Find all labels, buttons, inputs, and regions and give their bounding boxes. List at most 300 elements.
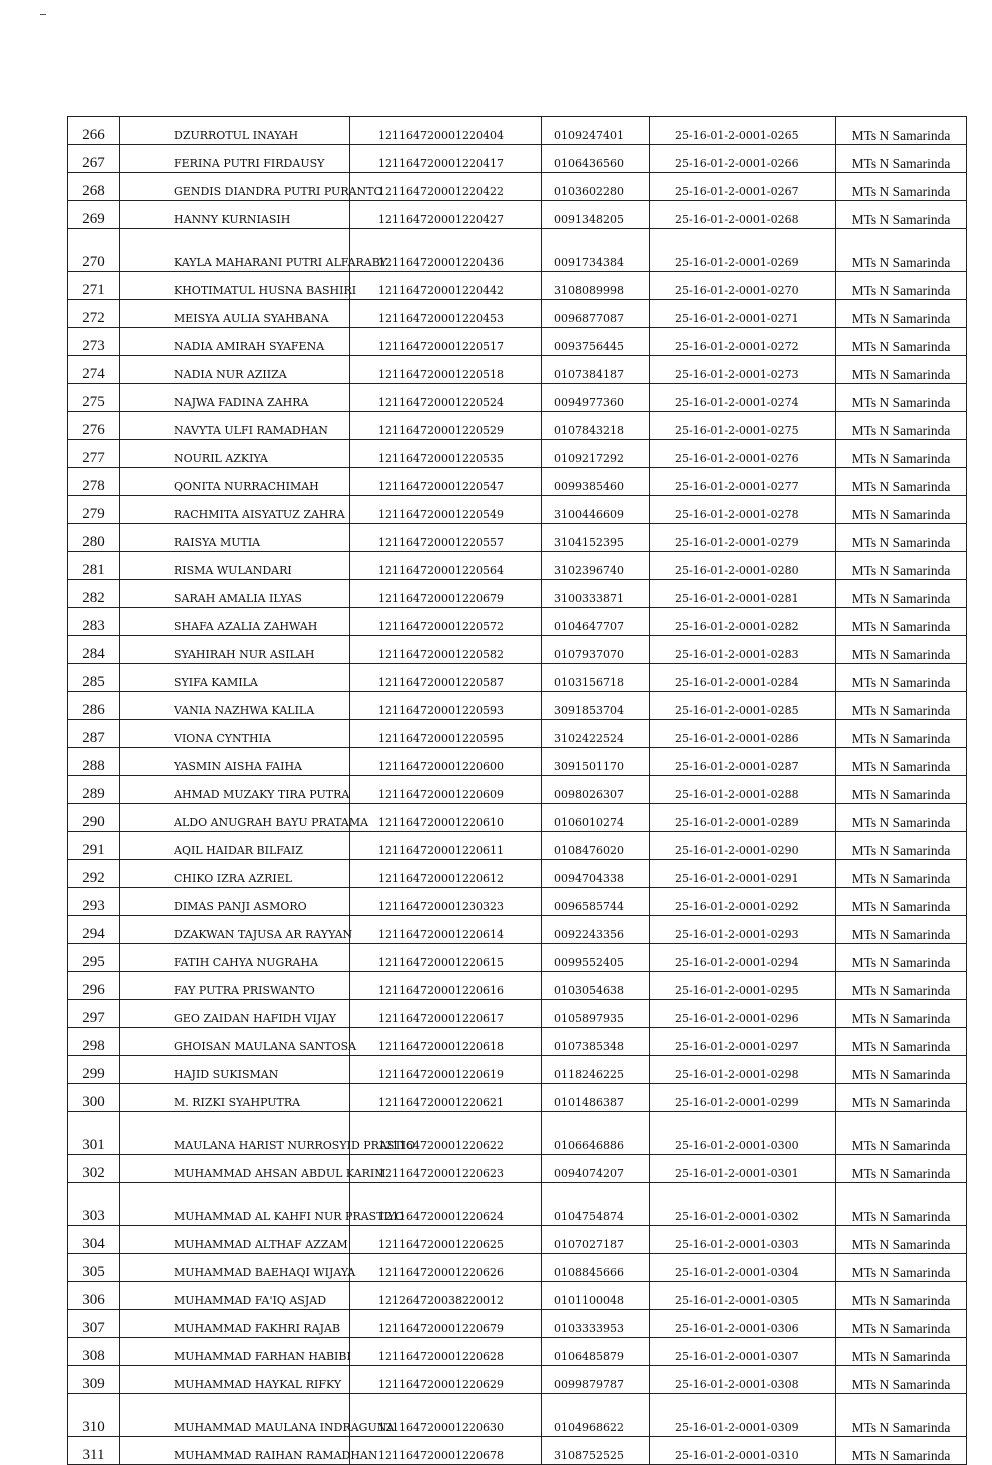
row-number: 291 (68, 832, 120, 860)
table-body (68, 117, 967, 1465)
row-number: 267 (68, 145, 120, 173)
nisn-number: 0107384187 (542, 356, 650, 384)
nisn-number: 3100446609 (542, 496, 650, 524)
nisn-number: 0101100048 (542, 1282, 650, 1310)
student-name: FERINA PUTRI FIRDAUSY (120, 145, 350, 173)
registration-code: 25-16-01-2-0001-0279 (650, 524, 836, 552)
school-name: MTs N Samarinda (836, 1310, 967, 1338)
student-name: FATIH CAHYA NUGRAHA (120, 944, 350, 972)
student-id-number: 121164720001220518 (350, 356, 542, 384)
student-name: MUHAMMAD MAULANA INDRAGUNA (120, 1394, 350, 1437)
student-id-number: 121164720001220436 (350, 229, 542, 272)
student-id-number: 121164720001220626 (350, 1254, 542, 1282)
registration-code: 25-16-01-2-0001-0304 (650, 1254, 836, 1282)
nisn-number: 0107027187 (542, 1226, 650, 1254)
row-number: 272 (68, 300, 120, 328)
nisn-number: 0106436560 (542, 145, 650, 173)
student-name: YASMIN AISHA FAIHA (120, 748, 350, 776)
school-name: MTs N Samarinda (836, 1084, 967, 1112)
table-row (68, 664, 967, 692)
school-name: MTs N Samarinda (836, 832, 967, 860)
student-name: MEISYA AULIA SYAHBANA (120, 300, 350, 328)
student-id-number: 121164720001220616 (350, 972, 542, 1000)
nisn-number: 0106485879 (542, 1338, 650, 1366)
student-name: FAY PUTRA PRISWANTO (120, 972, 350, 1000)
student-id-number: 121164720001220422 (350, 173, 542, 201)
student-name: GHOISAN MAULANA SANTOSA (120, 1028, 350, 1056)
table-row (68, 1112, 967, 1155)
student-id-number: 121164720001220614 (350, 916, 542, 944)
registration-code: 25-16-01-2-0001-0306 (650, 1310, 836, 1338)
school-name: MTs N Samarinda (836, 580, 967, 608)
table-row (68, 145, 967, 173)
registration-code: 25-16-01-2-0001-0291 (650, 860, 836, 888)
row-number: 281 (68, 552, 120, 580)
table-row (68, 608, 967, 636)
student-id-number: 121164720001220572 (350, 608, 542, 636)
student-name: MUHAMMAD AL KAHFI NUR PRASTIYO (120, 1183, 350, 1226)
nisn-number: 0104647707 (542, 608, 650, 636)
row-number: 305 (68, 1254, 120, 1282)
school-name: MTs N Samarinda (836, 412, 967, 440)
nisn-number: 0106010274 (542, 804, 650, 832)
school-name: MTs N Samarinda (836, 1254, 967, 1282)
nisn-number: 0118246225 (542, 1056, 650, 1084)
registration-code: 25-16-01-2-0001-0271 (650, 300, 836, 328)
nisn-number: 0103156718 (542, 664, 650, 692)
row-number: 285 (68, 664, 120, 692)
nisn-number: 0103333953 (542, 1310, 650, 1338)
table-row (68, 580, 967, 608)
student-name: RAISYA MUTIA (120, 524, 350, 552)
student-name: MUHAMMAD ALTHAF AZZAM (120, 1226, 350, 1254)
school-name: MTs N Samarinda (836, 300, 967, 328)
registration-code: 25-16-01-2-0001-0278 (650, 496, 836, 524)
school-name: MTs N Samarinda (836, 1394, 967, 1437)
student-name: VANIA NAZHWA KALILA (120, 692, 350, 720)
nisn-number: 0109217292 (542, 440, 650, 468)
table-row (68, 1366, 967, 1394)
row-number: 273 (68, 328, 120, 356)
row-number: 296 (68, 972, 120, 1000)
registration-code: 25-16-01-2-0001-0277 (650, 468, 836, 496)
table-row (68, 804, 967, 832)
registration-code: 25-16-01-2-0001-0280 (650, 552, 836, 580)
table-row (68, 272, 967, 300)
student-name: DZURROTUL INAYAH (120, 117, 350, 145)
row-number: 286 (68, 692, 120, 720)
registration-code: 25-16-01-2-0001-0296 (650, 1000, 836, 1028)
student-name: GENDIS DIANDRA PUTRI PURANTO (120, 173, 350, 201)
student-name: NAJWA FADINA ZAHRA (120, 384, 350, 412)
row-number: 268 (68, 173, 120, 201)
student-name: ALDO ANUGRAH BAYU PRATAMA (120, 804, 350, 832)
student-name: MUHAMMAD RAIHAN RAMADHAN (120, 1437, 350, 1465)
registration-code: 25-16-01-2-0001-0305 (650, 1282, 836, 1310)
row-number: 289 (68, 776, 120, 804)
school-name: MTs N Samarinda (836, 1000, 967, 1028)
student-name: RISMA WULANDARI (120, 552, 350, 580)
registration-code: 25-16-01-2-0001-0268 (650, 201, 836, 229)
school-name: MTs N Samarinda (836, 496, 967, 524)
student-id-number: 121164720001220417 (350, 145, 542, 173)
nisn-number: 0103602280 (542, 173, 650, 201)
nisn-number: 3091853704 (542, 692, 650, 720)
nisn-number: 0109247401 (542, 117, 650, 145)
school-name: MTs N Samarinda (836, 1366, 967, 1394)
registration-code: 25-16-01-2-0001-0297 (650, 1028, 836, 1056)
registration-code: 25-16-01-2-0001-0289 (650, 804, 836, 832)
registration-code: 25-16-01-2-0001-0284 (650, 664, 836, 692)
student-id-number: 121164720001220618 (350, 1028, 542, 1056)
scan-mark (40, 14, 46, 15)
registration-code: 25-16-01-2-0001-0276 (650, 440, 836, 468)
row-number: 304 (68, 1226, 120, 1254)
student-name: MUHAMMAD BAEHAQI WIJAYA (120, 1254, 350, 1282)
row-number: 293 (68, 888, 120, 916)
student-id-number: 121164720001220628 (350, 1338, 542, 1366)
table-row (68, 1310, 967, 1338)
school-name: MTs N Samarinda (836, 272, 967, 300)
nisn-number: 0107843218 (542, 412, 650, 440)
student-id-number: 121164720001220600 (350, 748, 542, 776)
row-number: 294 (68, 916, 120, 944)
row-number: 269 (68, 201, 120, 229)
table-row (68, 972, 967, 1000)
row-number: 300 (68, 1084, 120, 1112)
school-name: MTs N Samarinda (836, 552, 967, 580)
student-id-number: 121164720001220517 (350, 328, 542, 356)
registration-code: 25-16-01-2-0001-0294 (650, 944, 836, 972)
school-name: MTs N Samarinda (836, 776, 967, 804)
registration-code: 25-16-01-2-0001-0302 (650, 1183, 836, 1226)
student-name: NAVYTA ULFI RAMADHAN (120, 412, 350, 440)
student-name: MAULANA HARIST NURROSYID PRASTIO (120, 1112, 350, 1155)
registration-code: 25-16-01-2-0001-0293 (650, 916, 836, 944)
table-row (68, 1338, 967, 1366)
school-name: MTs N Samarinda (836, 720, 967, 748)
table-row (68, 776, 967, 804)
row-number: 298 (68, 1028, 120, 1056)
row-number: 302 (68, 1155, 120, 1183)
table-row (68, 1000, 967, 1028)
row-number: 280 (68, 524, 120, 552)
student-name: MUHAMMAD HAYKAL RIFKY (120, 1366, 350, 1394)
row-number: 288 (68, 748, 120, 776)
student-id-number: 121164720001220427 (350, 201, 542, 229)
table-row (68, 328, 967, 356)
nisn-number: 0094977360 (542, 384, 650, 412)
row-number: 301 (68, 1112, 120, 1155)
school-name: MTs N Samarinda (836, 1056, 967, 1084)
table-row (68, 524, 967, 552)
student-id-number: 121164720001220624 (350, 1183, 542, 1226)
student-id-number: 121164720001220593 (350, 692, 542, 720)
school-name: MTs N Samarinda (836, 636, 967, 664)
table-row (68, 1028, 967, 1056)
school-name: MTs N Samarinda (836, 860, 967, 888)
nisn-number: 0098026307 (542, 776, 650, 804)
table-row (68, 384, 967, 412)
school-name: MTs N Samarinda (836, 173, 967, 201)
table-row (68, 748, 967, 776)
student-name: SHAFA AZALIA ZAHWAH (120, 608, 350, 636)
student-id-number: 121164720001220404 (350, 117, 542, 145)
nisn-number: 0107385348 (542, 1028, 650, 1056)
registration-code: 25-16-01-2-0001-0290 (650, 832, 836, 860)
nisn-number: 3104152395 (542, 524, 650, 552)
school-name: MTs N Samarinda (836, 692, 967, 720)
student-name: MUHAMMAD AHSAN ABDUL KARIM (120, 1155, 350, 1183)
school-name: MTs N Samarinda (836, 201, 967, 229)
registration-code: 25-16-01-2-0001-0287 (650, 748, 836, 776)
table-row (68, 468, 967, 496)
student-list-table (67, 116, 967, 1465)
student-id-number: 121164720001220619 (350, 1056, 542, 1084)
student-id-number: 121164720001220629 (350, 1366, 542, 1394)
table-row (68, 552, 967, 580)
nisn-number: 0099552405 (542, 944, 650, 972)
registration-code: 25-16-01-2-0001-0288 (650, 776, 836, 804)
row-number: 283 (68, 608, 120, 636)
row-number: 297 (68, 1000, 120, 1028)
table-row (68, 440, 967, 468)
student-id-number: 121164720001220564 (350, 552, 542, 580)
row-number: 310 (68, 1394, 120, 1437)
nisn-number: 0105897935 (542, 1000, 650, 1028)
school-name: MTs N Samarinda (836, 608, 967, 636)
student-id-number: 121164720001220679 (350, 1310, 542, 1338)
nisn-number: 0091348205 (542, 201, 650, 229)
registration-code: 25-16-01-2-0001-0282 (650, 608, 836, 636)
registration-code: 25-16-01-2-0001-0266 (650, 145, 836, 173)
student-id-number: 121164720001220557 (350, 524, 542, 552)
table-row (68, 173, 967, 201)
student-id-number: 121164720001220611 (350, 832, 542, 860)
registration-code: 25-16-01-2-0001-0307 (650, 1338, 836, 1366)
row-number: 278 (68, 468, 120, 496)
school-name: MTs N Samarinda (836, 229, 967, 272)
row-number: 308 (68, 1338, 120, 1366)
registration-code: 25-16-01-2-0001-0286 (650, 720, 836, 748)
school-name: MTs N Samarinda (836, 972, 967, 1000)
registration-code: 25-16-01-2-0001-0301 (650, 1155, 836, 1183)
registration-code: 25-16-01-2-0001-0310 (650, 1437, 836, 1465)
student-id-number: 121164720001220630 (350, 1394, 542, 1437)
table-row (68, 1155, 967, 1183)
student-name: HANNY KURNIASIH (120, 201, 350, 229)
nisn-number: 3108089998 (542, 272, 650, 300)
nisn-number: 3102396740 (542, 552, 650, 580)
table-row (68, 300, 967, 328)
nisn-number: 0104754874 (542, 1183, 650, 1226)
school-name: MTs N Samarinda (836, 916, 967, 944)
nisn-number: 3100333871 (542, 580, 650, 608)
registration-code: 25-16-01-2-0001-0269 (650, 229, 836, 272)
student-name: NADIA NUR AZIIZA (120, 356, 350, 384)
row-number: 303 (68, 1183, 120, 1226)
table-row (68, 229, 967, 272)
school-name: MTs N Samarinda (836, 1437, 967, 1465)
nisn-number: 0094704338 (542, 860, 650, 888)
school-name: MTs N Samarinda (836, 384, 967, 412)
school-name: MTs N Samarinda (836, 1338, 967, 1366)
school-name: MTs N Samarinda (836, 328, 967, 356)
registration-code: 25-16-01-2-0001-0292 (650, 888, 836, 916)
student-id-number: 121164720001220595 (350, 720, 542, 748)
student-id-number: 121164720001220453 (350, 300, 542, 328)
student-name: RACHMITA AISYATUZ ZAHRA (120, 496, 350, 524)
school-name: MTs N Samarinda (836, 440, 967, 468)
row-number: 307 (68, 1310, 120, 1338)
registration-code: 25-16-01-2-0001-0300 (650, 1112, 836, 1155)
table-row (68, 720, 967, 748)
student-name: HAJID SUKISMAN (120, 1056, 350, 1084)
student-name: DIMAS PANJI ASMORO (120, 888, 350, 916)
nisn-number: 0092243356 (542, 916, 650, 944)
table-row (68, 1437, 967, 1465)
row-number: 311 (68, 1437, 120, 1465)
registration-code: 25-16-01-2-0001-0298 (650, 1056, 836, 1084)
nisn-number: 0103054638 (542, 972, 650, 1000)
student-name: DZAKWAN TAJUSA AR RAYYAN (120, 916, 350, 944)
school-name: MTs N Samarinda (836, 1183, 967, 1226)
table-row (68, 1056, 967, 1084)
student-name: AHMAD MUZAKY TIRA PUTRA (120, 776, 350, 804)
school-name: MTs N Samarinda (836, 748, 967, 776)
nisn-number: 0108845666 (542, 1254, 650, 1282)
student-id-number: 121164720001220442 (350, 272, 542, 300)
student-id-number: 121164720001220524 (350, 384, 542, 412)
student-id-number: 121164720001220678 (350, 1437, 542, 1465)
table-row (68, 888, 967, 916)
school-name: MTs N Samarinda (836, 356, 967, 384)
registration-code: 25-16-01-2-0001-0283 (650, 636, 836, 664)
row-number: 299 (68, 1056, 120, 1084)
registration-code: 25-16-01-2-0001-0308 (650, 1366, 836, 1394)
table-row (68, 1226, 967, 1254)
registration-code: 25-16-01-2-0001-0272 (650, 328, 836, 356)
nisn-number: 3108752525 (542, 1437, 650, 1465)
row-number: 290 (68, 804, 120, 832)
school-name: MTs N Samarinda (836, 524, 967, 552)
student-id-number: 121164720001220587 (350, 664, 542, 692)
school-name: MTs N Samarinda (836, 468, 967, 496)
nisn-number: 0108476020 (542, 832, 650, 860)
school-name: MTs N Samarinda (836, 1112, 967, 1155)
student-name: NOURIL AZKIYA (120, 440, 350, 468)
table-row (68, 1394, 967, 1437)
registration-code: 25-16-01-2-0001-0267 (650, 173, 836, 201)
nisn-number: 0093756445 (542, 328, 650, 356)
school-name: MTs N Samarinda (836, 888, 967, 916)
table-row (68, 860, 967, 888)
student-name: M. RIZKI SYAHPUTRA (120, 1084, 350, 1112)
row-number: 270 (68, 229, 120, 272)
student-id-number: 121164720001220622 (350, 1112, 542, 1155)
table-row (68, 1254, 967, 1282)
nisn-number: 0099879787 (542, 1366, 650, 1394)
student-id-number: 121164720001220547 (350, 468, 542, 496)
row-number: 287 (68, 720, 120, 748)
table-row (68, 1183, 967, 1226)
table-row (68, 944, 967, 972)
registration-code: 25-16-01-2-0001-0299 (650, 1084, 836, 1112)
student-id-number: 121164720001220625 (350, 1226, 542, 1254)
school-name: MTs N Samarinda (836, 664, 967, 692)
table-row (68, 496, 967, 524)
student-id-number: 121164720001230323 (350, 888, 542, 916)
registration-code: 25-16-01-2-0001-0265 (650, 117, 836, 145)
registration-code: 25-16-01-2-0001-0274 (650, 384, 836, 412)
student-name: SYIFA KAMILA (120, 664, 350, 692)
student-name: MUHAMMAD FA'IQ ASJAD (120, 1282, 350, 1310)
nisn-number: 0107937070 (542, 636, 650, 664)
student-name: QONITA NURRACHIMAH (120, 468, 350, 496)
student-id-number: 121164720001220529 (350, 412, 542, 440)
registration-code: 25-16-01-2-0001-0285 (650, 692, 836, 720)
row-number: 275 (68, 384, 120, 412)
nisn-number: 0091734384 (542, 229, 650, 272)
nisn-number: 0094074207 (542, 1155, 650, 1183)
student-id-number: 121164720001220610 (350, 804, 542, 832)
registration-code: 25-16-01-2-0001-0273 (650, 356, 836, 384)
registration-code: 25-16-01-2-0001-0270 (650, 272, 836, 300)
student-id-number: 121164720001220617 (350, 1000, 542, 1028)
student-id-number: 121164720001220623 (350, 1155, 542, 1183)
student-name: VIONA CYNTHIA (120, 720, 350, 748)
student-id-number: 121164720001220535 (350, 440, 542, 468)
nisn-number: 0099385460 (542, 468, 650, 496)
row-number: 284 (68, 636, 120, 664)
row-number: 295 (68, 944, 120, 972)
student-id-number: 121164720001220612 (350, 860, 542, 888)
nisn-number: 0096585744 (542, 888, 650, 916)
student-name: NADIA AMIRAH SYAFENA (120, 328, 350, 356)
row-number: 282 (68, 580, 120, 608)
school-name: MTs N Samarinda (836, 944, 967, 972)
student-id-number: 121164720001220549 (350, 496, 542, 524)
student-name: GEO ZAIDAN HAFIDH VIJAY (120, 1000, 350, 1028)
row-number: 309 (68, 1366, 120, 1394)
table-row (68, 412, 967, 440)
row-number: 306 (68, 1282, 120, 1310)
table-row (68, 1084, 967, 1112)
nisn-number: 0106646886 (542, 1112, 650, 1155)
registration-code: 25-16-01-2-0001-0295 (650, 972, 836, 1000)
student-name: SYAHIRAH NUR ASILAH (120, 636, 350, 664)
nisn-number: 0104968622 (542, 1394, 650, 1437)
table-row (68, 636, 967, 664)
registration-code: 25-16-01-2-0001-0303 (650, 1226, 836, 1254)
table-row (68, 832, 967, 860)
student-name: MUHAMMAD FAKHRI RAJAB (120, 1310, 350, 1338)
student-name: SARAH AMALIA ILYAS (120, 580, 350, 608)
student-name: AQIL HAIDAR BILFAIZ (120, 832, 350, 860)
student-name: CHIKO IZRA AZRIEL (120, 860, 350, 888)
school-name: MTs N Samarinda (836, 1028, 967, 1056)
school-name: MTs N Samarinda (836, 1226, 967, 1254)
school-name: MTs N Samarinda (836, 117, 967, 145)
school-name: MTs N Samarinda (836, 1155, 967, 1183)
nisn-number: 0096877087 (542, 300, 650, 328)
table-row (68, 356, 967, 384)
table-row (68, 692, 967, 720)
nisn-number: 0101486387 (542, 1084, 650, 1112)
student-id-number: 121164720001220615 (350, 944, 542, 972)
registration-code: 25-16-01-2-0001-0309 (650, 1394, 836, 1437)
row-number: 292 (68, 860, 120, 888)
